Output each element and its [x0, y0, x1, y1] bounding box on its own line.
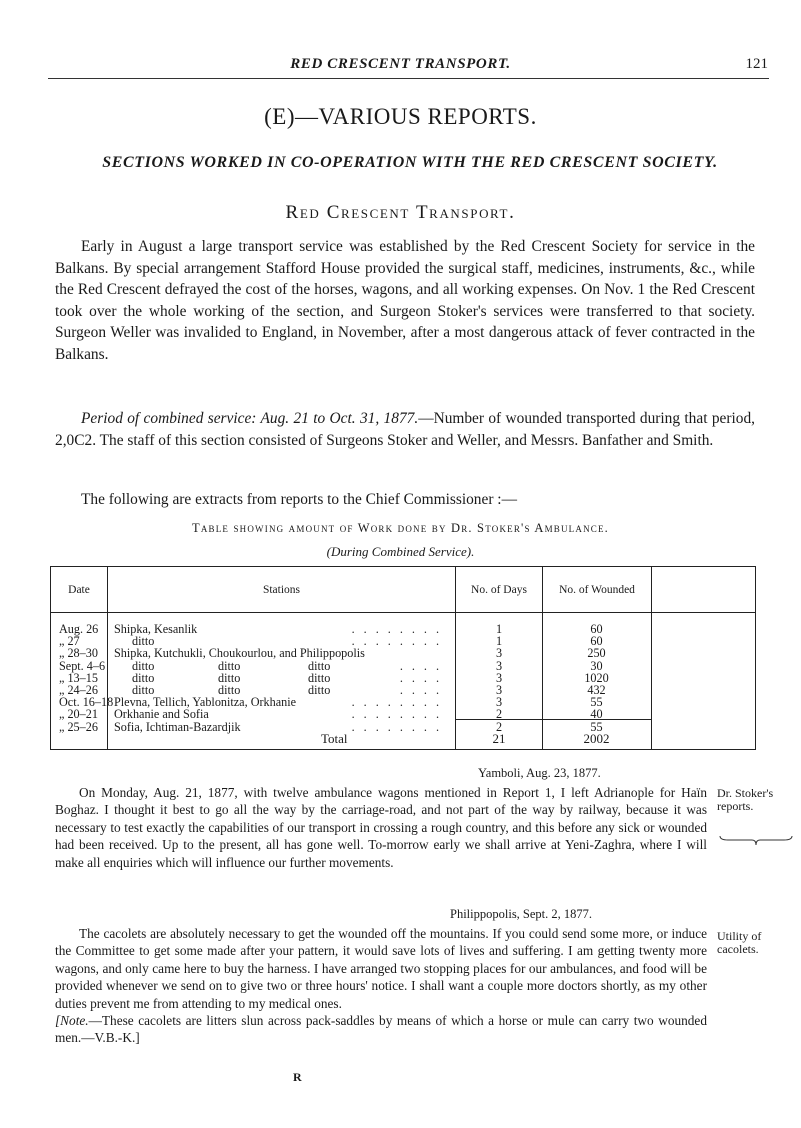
cell-days: 1 — [495, 622, 503, 636]
station-name: ditto ditto ditto — [132, 658, 331, 673]
leader-dots: ........ — [351, 622, 448, 636]
cell-date: Aug. 26 — [59, 622, 99, 636]
leader-dots: ........ — [351, 719, 448, 734]
station-name: Sofia, Ichtiman-Bazardjik — [114, 719, 241, 734]
station-name: Plevna, Tellich, Yablonitza, Orkhanie — [114, 695, 297, 710]
leader-dots: ........ — [351, 695, 448, 710]
intro-paragraph: Early in August a large transport service was established by the Red Crescent Society for service in the Balkans. By special arrangement Stafford House provided the surgical staff, medicines, instruments, &c., while the Red Crescent defrayed the cost of the horses, wagons, and all working expenses. On Nov. 1 the Red Crescent took over the whole working of the section, and Surgeon Stoker's services were transferred to that society. Surgeon Weller was invalided to England, in November, after a most dangerous attack of fever contracted in the Balkans. — [55, 238, 755, 363]
letter-date: Yamboli, Aug. 23, 1877. — [478, 766, 601, 780]
cell-days: 3 — [495, 683, 503, 697]
station-name: ditto ditto ditto — [132, 683, 331, 697]
cell-days: 3 — [495, 658, 503, 673]
cell-date: „ 28–30 — [59, 646, 98, 661]
sidenote: Dr. Stoker's reports. — [717, 786, 774, 813]
subheading: SECTIONS WORKED IN CO-OPERATION WITH THE RED CRESCENT SOCIETY. — [102, 154, 718, 171]
cell-days: 2 — [495, 719, 503, 734]
cell-station — [114, 720, 454, 734]
cell-wounded: 432 — [587, 683, 606, 697]
header-stations: Stations — [262, 583, 301, 596]
cell-date: „ 13–15 — [59, 670, 98, 685]
cell-wounded: 250 — [587, 646, 606, 661]
station-name: Orkhanie and Sofia — [114, 707, 209, 722]
leader-dots: .... — [399, 670, 448, 685]
header-date: Date — [68, 583, 90, 596]
header-rule — [48, 78, 769, 79]
running-title: RED CRESCENT TRANSPORT. — [290, 56, 511, 72]
letter-date: Philippopolis, Sept. 2, 1877. — [450, 907, 593, 921]
letter-text — [55, 925, 707, 1047]
cell-wounded: 55 — [590, 695, 603, 710]
letter-body: The cacolets are absolutely necessary to get the wounded off the mountains. If you could send some more, or induce the Committee to get some made after your pattern, it would save lots of lives and suffering. I am getting twenty more wagons, and only came here to buy the harness. I have arranged two stopping places for our ambulances, and food will be provided whenever we send on to give two or three hours' notice. I shall want a couple more doctors shortly, as my other duties prevent me from attending to my medical ones. — [55, 926, 707, 1011]
cell-days: 2 — [495, 707, 503, 722]
cell-wounded: 60 — [590, 622, 603, 636]
running-head — [0, 48, 801, 82]
cell-date: „ 20–21 — [59, 707, 98, 722]
leader-dots: ........ — [351, 707, 448, 722]
cell-wounded: 1020 — [584, 670, 609, 685]
header-wounded: No. of Wounded — [559, 583, 635, 596]
extracts-intro: The following are extracts from reports to the Chief Commissioner :— — [81, 491, 517, 508]
cell-date: „ 24–26 — [59, 683, 98, 697]
leader-dots: .... — [399, 683, 448, 697]
sub-title: Red Crescent Transport. — [285, 202, 516, 223]
station-name: Shipka, Kesanlik — [114, 622, 198, 636]
ambulance-work-table — [50, 566, 756, 750]
period-paragraph — [55, 408, 755, 451]
cell-date: „ 27 — [59, 634, 80, 649]
cell-wounded: 30 — [590, 658, 603, 673]
table-caption: Table showing amount of Work done by Dr. Stoker's Ambulance. — [192, 521, 609, 535]
note-text: —These cacolets are litters slun across pack-saddles by means of which a horse or mule can carry two wounded men.—V.B.-K.] — [55, 1013, 707, 1046]
period-dates: 21 to Oct. 31, 1877. — [293, 410, 419, 427]
cell-date: Sept. 4–6 — [59, 658, 106, 673]
station-name: ditto ditto ditto — [132, 670, 331, 685]
page-number: 121 — [745, 56, 768, 72]
note-lead: [Note. — [55, 1013, 89, 1029]
header-days: No. of Days — [471, 583, 527, 596]
station-name: ditto — [132, 634, 155, 649]
header-divider — [51, 612, 755, 613]
leader-dots: .... — [399, 658, 448, 673]
cell-date: Oct. 16–18 — [59, 695, 114, 710]
cell-wounded: 60 — [590, 634, 603, 649]
period-lead: Period of combined service: Aug. — [81, 410, 290, 427]
total-wounded: 2002 — [583, 731, 610, 746]
cell-days: 3 — [495, 670, 503, 685]
sidenote: Utility of cacolets. — [717, 929, 762, 956]
total-days: 21 — [492, 731, 506, 746]
cell-days: 1 — [495, 634, 503, 649]
cell-date: „ 25–26 — [59, 719, 98, 734]
station-name: Shipka, Kutchukli, Choukourlou, and Philippopolis — [114, 646, 365, 661]
letter-text: On Monday, Aug. 21, 1877, with twelve ambulance wagons mentioned in Report 1, I left Adrianople for Haïn Boghaz. I thought it best to go all the way by the carriage-road, and not part of the way by railway, because it was necessary to test exactly the capabilities of our transport in crossing a rough country, and this before any sick or wounded had been received. Up to the present, all has gone well. To-morrow early we shall arrive at Yeni-Zaghra, where I will make all enquiries which will influence our further movements. — [55, 785, 707, 870]
brace-icon — [718, 834, 794, 846]
leader-dots: ........ — [351, 634, 448, 649]
cell-wounded: 40 — [590, 707, 603, 722]
cell-wounded: 55 — [590, 719, 603, 734]
cell-days: 3 — [495, 695, 503, 710]
section-heading: (E)—VARIOUS REPORTS. — [264, 104, 537, 129]
table-subcaption: (During Combined Service). — [326, 544, 475, 559]
signature-mark: R — [293, 1070, 302, 1084]
period-rest: —Number of wounded transported during that period, 2,0C2. The staff of this section consisted of Surgeons Stoker and Weller, and Messrs. Banfather and Smith. — [55, 410, 755, 449]
total-label: Total — [321, 731, 348, 746]
cell-days: 3 — [495, 646, 503, 661]
